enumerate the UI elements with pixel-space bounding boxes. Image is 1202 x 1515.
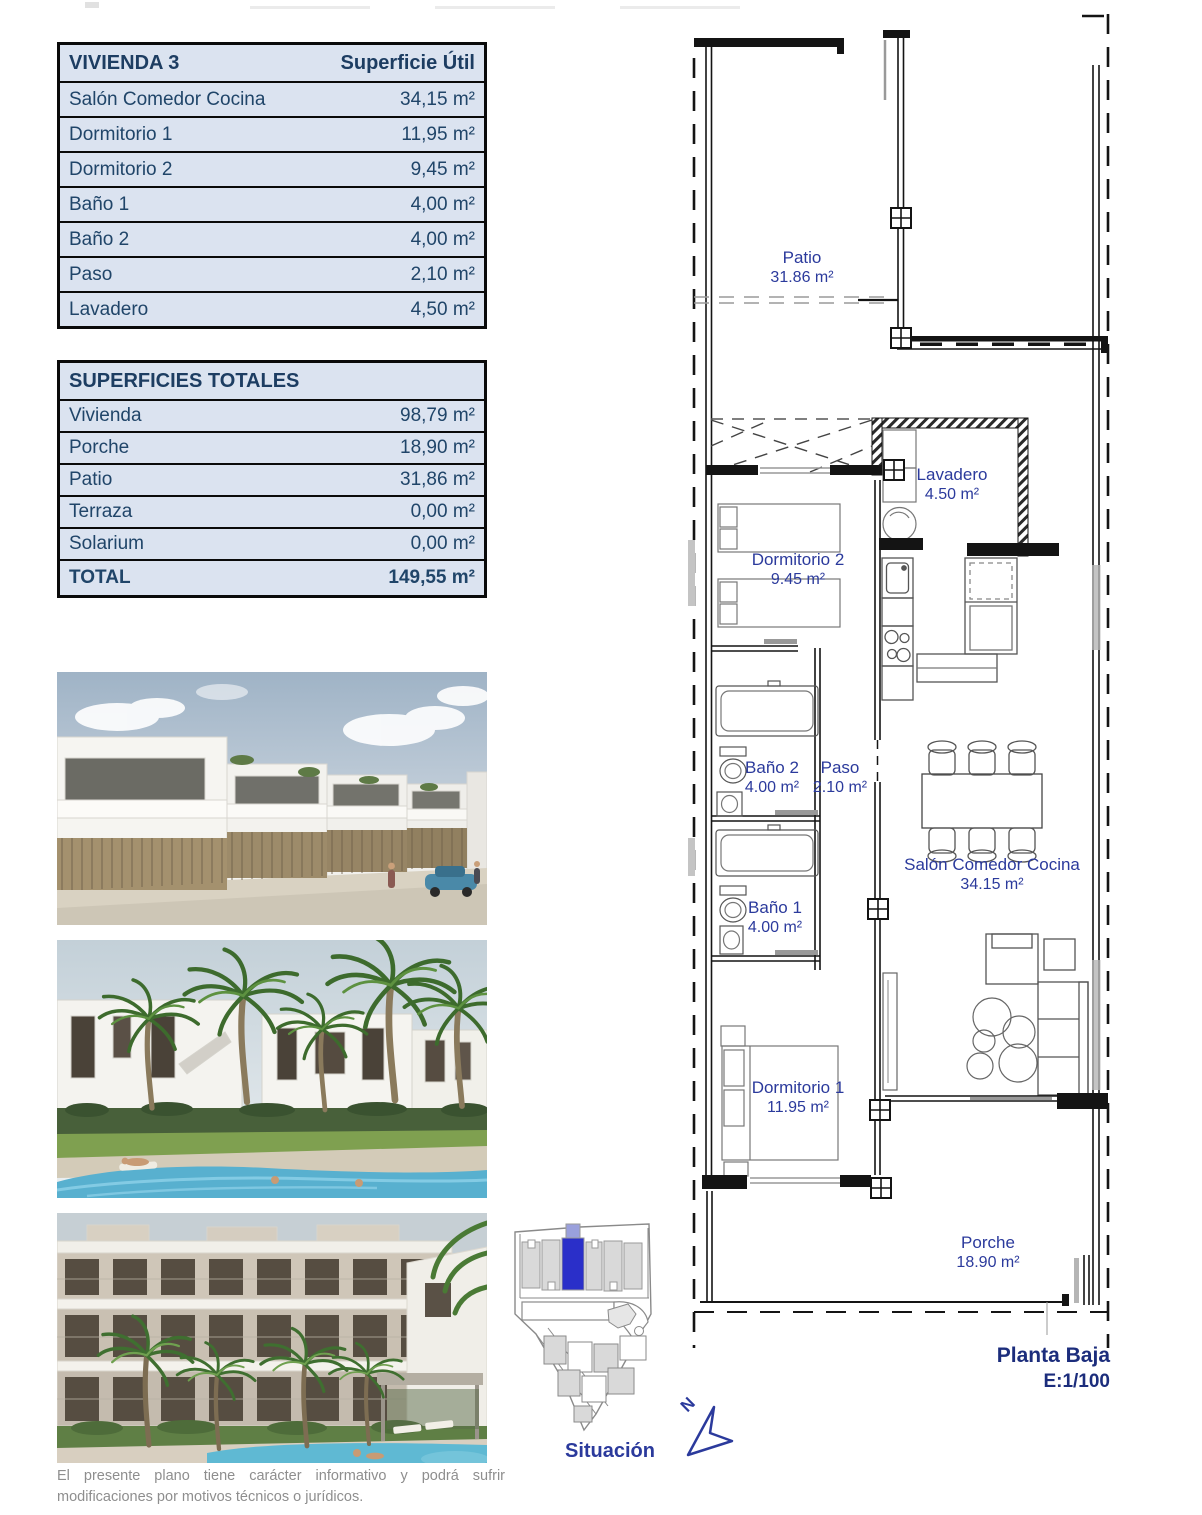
floor-plan-drawing	[680, 10, 1202, 1400]
room-label-salon: Salón Comedor Cocina 34.15 m²	[904, 855, 1080, 893]
table-row	[60, 256, 484, 291]
table-row	[60, 151, 484, 186]
row-label: Vivienda	[69, 405, 142, 426]
row-value: 18,90 m²	[400, 437, 475, 458]
render-photo-pool	[57, 940, 487, 1198]
row-label: Baño 2	[69, 228, 130, 250]
row-value: 11,95 m²	[401, 123, 475, 145]
row-value: 149,55 m²	[388, 567, 475, 588]
table-header-row	[60, 363, 484, 399]
row-label: Patio	[69, 469, 113, 490]
site-map	[508, 1218, 658, 1446]
plan-scale-text: E:1/100	[1043, 1371, 1110, 1392]
room-label-bano-2: Baño 2 4.00 m²	[744, 758, 800, 796]
table-title: SUPERFICIES TOTALES	[69, 369, 300, 392]
room-label-bano-1: Baño 1 4.00 m²	[747, 898, 803, 936]
row-label: Salón Comedor Cocina	[69, 88, 266, 110]
surface-table-totales	[57, 360, 487, 598]
street-render-image	[57, 672, 487, 925]
table-row	[60, 527, 484, 559]
room-label-porche: Porche 18.90 m²	[956, 1233, 1020, 1271]
table-row	[60, 291, 484, 326]
table-row	[60, 495, 484, 527]
row-label: Porche	[69, 437, 130, 458]
row-label: Paso	[69, 263, 113, 285]
table-title-right: Superficie Útil	[340, 51, 475, 74]
header-artifact	[250, 6, 370, 9]
header-artifact	[435, 6, 555, 9]
row-value: 98,79 m²	[400, 405, 475, 426]
row-label: Baño 1	[69, 193, 130, 215]
plan-title	[910, 1343, 1110, 1395]
table-row	[60, 431, 484, 463]
pool-render-image	[57, 940, 487, 1198]
header-artifact	[620, 6, 740, 9]
row-value: 4,50 m²	[410, 298, 475, 320]
plan-title-text: Planta Baja	[996, 1344, 1110, 1367]
row-value: 4,00 m²	[410, 228, 475, 250]
north-label: N	[676, 1393, 699, 1416]
floor-plan	[676, 10, 1202, 1416]
room-label-paso: Paso 2.10 m²	[812, 758, 868, 796]
room-label-lavadero: Lavadero 4.50 m²	[916, 465, 988, 503]
room-label-patio: Patio 31.86 m²	[770, 248, 834, 286]
table-row	[60, 81, 484, 116]
table-total-row	[60, 559, 484, 595]
row-label: Dormitorio 2	[69, 158, 173, 180]
row-value: 34,15 m²	[400, 88, 475, 110]
room-label-dormitorio-1: Dormitorio 1 11.95 m²	[751, 1078, 845, 1116]
disclaimer-text: El presente plano tiene carácter informativo y podrá sufrir modificaciones por motivos técnicos o jurídicos.	[57, 1468, 505, 1506]
row-value: 9,45 m²	[410, 158, 475, 180]
room-label-dormitorio-2: Dormitorio 2 9.45 m²	[751, 550, 845, 588]
row-label: Terraza	[69, 501, 133, 522]
table-row	[60, 463, 484, 495]
table-row	[60, 399, 484, 431]
table-row	[60, 221, 484, 256]
apartments-render-image	[57, 1213, 487, 1463]
row-label: TOTAL	[69, 567, 131, 588]
north-arrow	[676, 1393, 740, 1467]
row-value: 4,00 m²	[410, 193, 475, 215]
row-label: Dormitorio 1	[69, 123, 173, 145]
row-value: 2,10 m²	[410, 263, 475, 285]
site-map-drawing	[508, 1218, 658, 1446]
table-row	[60, 116, 484, 151]
header-artifact	[85, 2, 99, 8]
highlight-parcel	[562, 1238, 584, 1290]
row-label: Lavadero	[69, 298, 149, 320]
row-value: 0,00 m²	[410, 533, 475, 554]
table-header-row	[60, 45, 484, 81]
row-label: Solarium	[69, 533, 144, 554]
table-title: VIVIENDA 3	[69, 51, 180, 74]
surface-table-vivienda	[57, 42, 487, 329]
row-value: 0,00 m²	[410, 501, 475, 522]
table-row	[60, 186, 484, 221]
render-photo-apartments	[57, 1213, 487, 1463]
row-value: 31,86 m²	[400, 469, 475, 490]
site-map-label: Situación	[564, 1440, 655, 1462]
render-photo-street	[57, 672, 487, 925]
